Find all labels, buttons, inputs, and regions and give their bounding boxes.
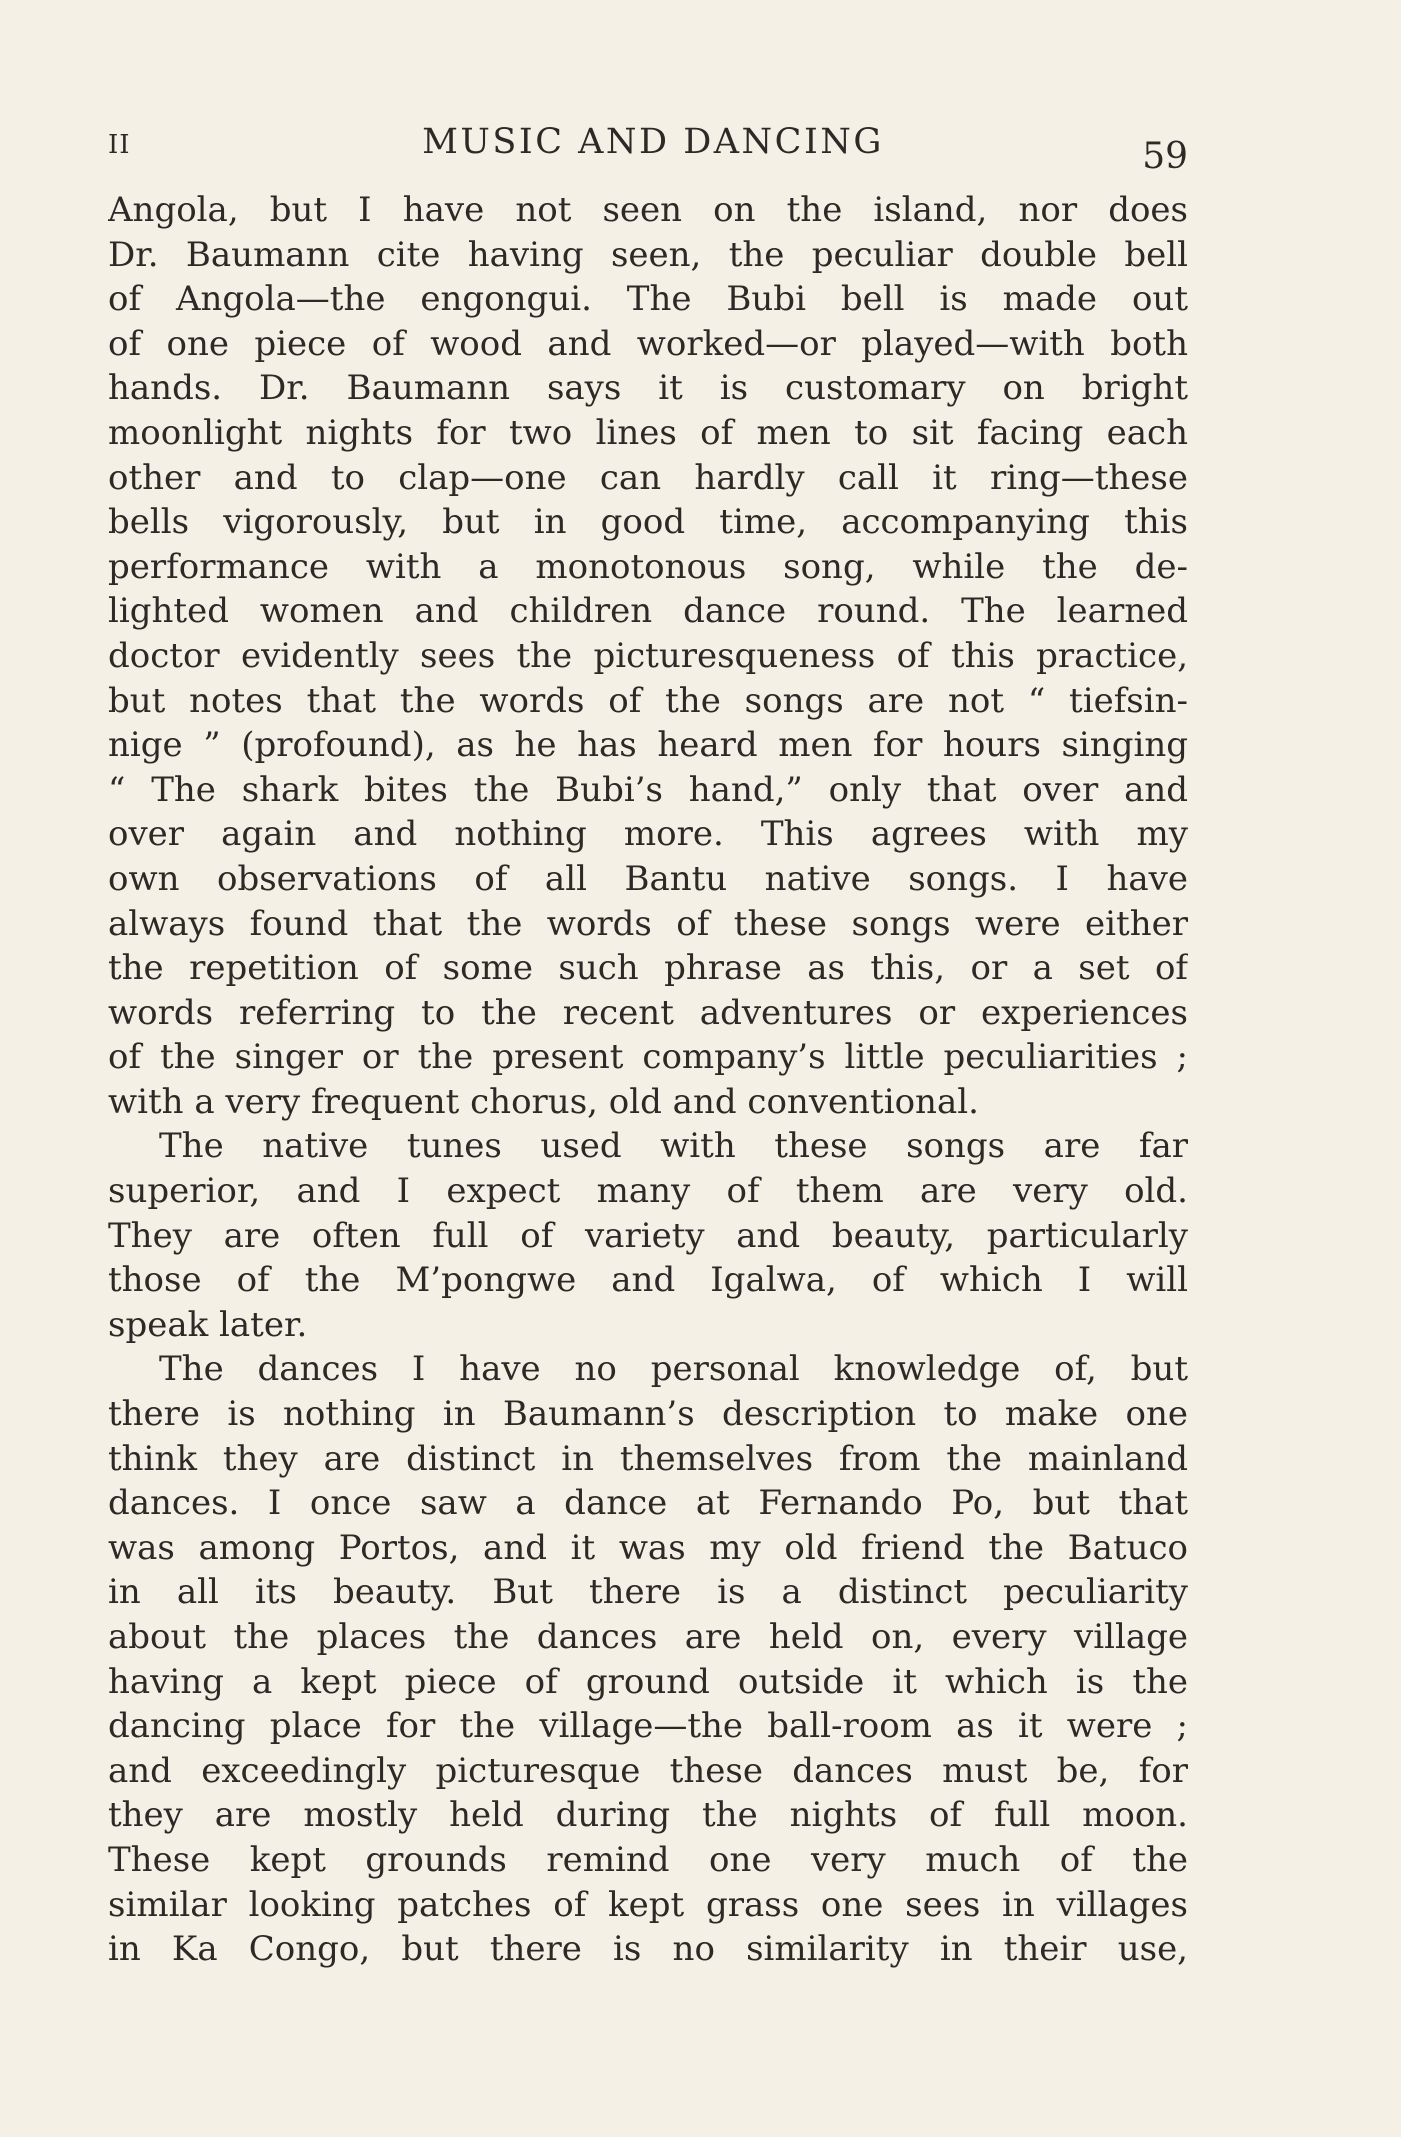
- text-line: always found that the words of these songs were either: [108, 903, 1188, 944]
- text-line: think they are distinct in themselves from the mainland: [108, 1438, 1188, 1479]
- text-line: words referring to the recent adventures or experiences: [108, 992, 1188, 1033]
- text-line: the repetition of some such phrase as this, or a set of: [108, 948, 1188, 989]
- text-line: These kept grounds remind one very much of the: [108, 1839, 1188, 1880]
- text-line: superior, and I expect many of them are very old.: [108, 1171, 1188, 1212]
- text-line: hands. Dr. Baumann says it is customary on bright: [108, 368, 1188, 409]
- paragraph-first-line: The dances I have no personal knowledge of, but: [159, 1349, 1188, 1390]
- text-line: nige ” (profound), as he has heard men for hours singing: [108, 725, 1188, 766]
- text-line: dancing place for the village—the ball-room as it were ;: [108, 1706, 1188, 1747]
- text-line: over again and nothing more. This agrees with my: [108, 814, 1188, 855]
- text-line: Angola, but I have not seen on the island, nor does: [108, 190, 1188, 230]
- text-line: lighted women and children dance round. The learned: [108, 591, 1188, 632]
- text-line: They are often full of variety and beauty, particularly: [108, 1215, 1188, 1256]
- page-number: 59: [1142, 136, 1188, 177]
- text-line: and exceedingly picturesque these dances must be, for: [108, 1750, 1188, 1791]
- paragraph-last-line: speak later.: [108, 1304, 308, 1345]
- text-line: own observations of all Bantu native songs. I have: [108, 858, 1188, 899]
- paragraph-first-line: The native tunes used with these songs are far: [159, 1126, 1188, 1167]
- page-header: [108, 122, 1188, 177]
- text-line: of one piece of wood and worked—or played—with both: [108, 323, 1188, 364]
- text-line: in Ka Congo, but there is no similarity in their use,: [108, 1929, 1188, 1970]
- text-line: Dr. Baumann cite having seen, the peculiar double bell: [108, 234, 1188, 275]
- text-line: of the singer or the present company’s little peculiarities ;: [108, 1037, 1188, 1078]
- text-line: in all its beauty. But there is a distinct peculiarity: [108, 1572, 1188, 1613]
- body-text: [108, 188, 1188, 1972]
- text-line: but notes that the words of the songs are not “ tiefsin-: [108, 680, 1188, 721]
- text-line: there is nothing in Baumann’s description to make one: [108, 1394, 1188, 1435]
- text-line: of Angola—the engongui. The Bubi bell is made out: [108, 279, 1188, 320]
- paragraph-last-line: with a very frequent chorus, old and conventional.: [108, 1081, 979, 1122]
- text-line: was among Portos, and it was my old friend the Batuco: [108, 1527, 1188, 1568]
- text-line: doctor evidently sees the picturesqueness of this practice,: [108, 635, 1188, 676]
- text-line: similar looking patches of kept grass one sees in villages: [108, 1884, 1188, 1925]
- running-title: MUSIC AND DANCING: [422, 122, 884, 162]
- text-line: moonlight nights for two lines of men to sit facing each: [108, 412, 1188, 453]
- text-line: performance with a monotonous song, while the de-: [108, 546, 1188, 587]
- text-line: bells vigorously, but in good time, accompanying this: [108, 502, 1188, 543]
- text-line: they are mostly held during the nights of full moon.: [108, 1795, 1188, 1836]
- text-line: about the places the dances are held on, every village: [108, 1617, 1188, 1657]
- text-line: having a kept piece of ground outside it which is the: [108, 1661, 1188, 1702]
- text-line: other and to clap—one can hardly call it ring—these: [108, 457, 1188, 498]
- text-line: “ The shark bites the Bubi’s hand,” only that over and: [108, 769, 1188, 810]
- text-line: those of the M’pongwe and Igalwa, of which I will: [108, 1260, 1188, 1301]
- text-line: dances. I once saw a dance at Fernando Po, but that: [108, 1483, 1188, 1524]
- chapter-number: II: [108, 130, 131, 160]
